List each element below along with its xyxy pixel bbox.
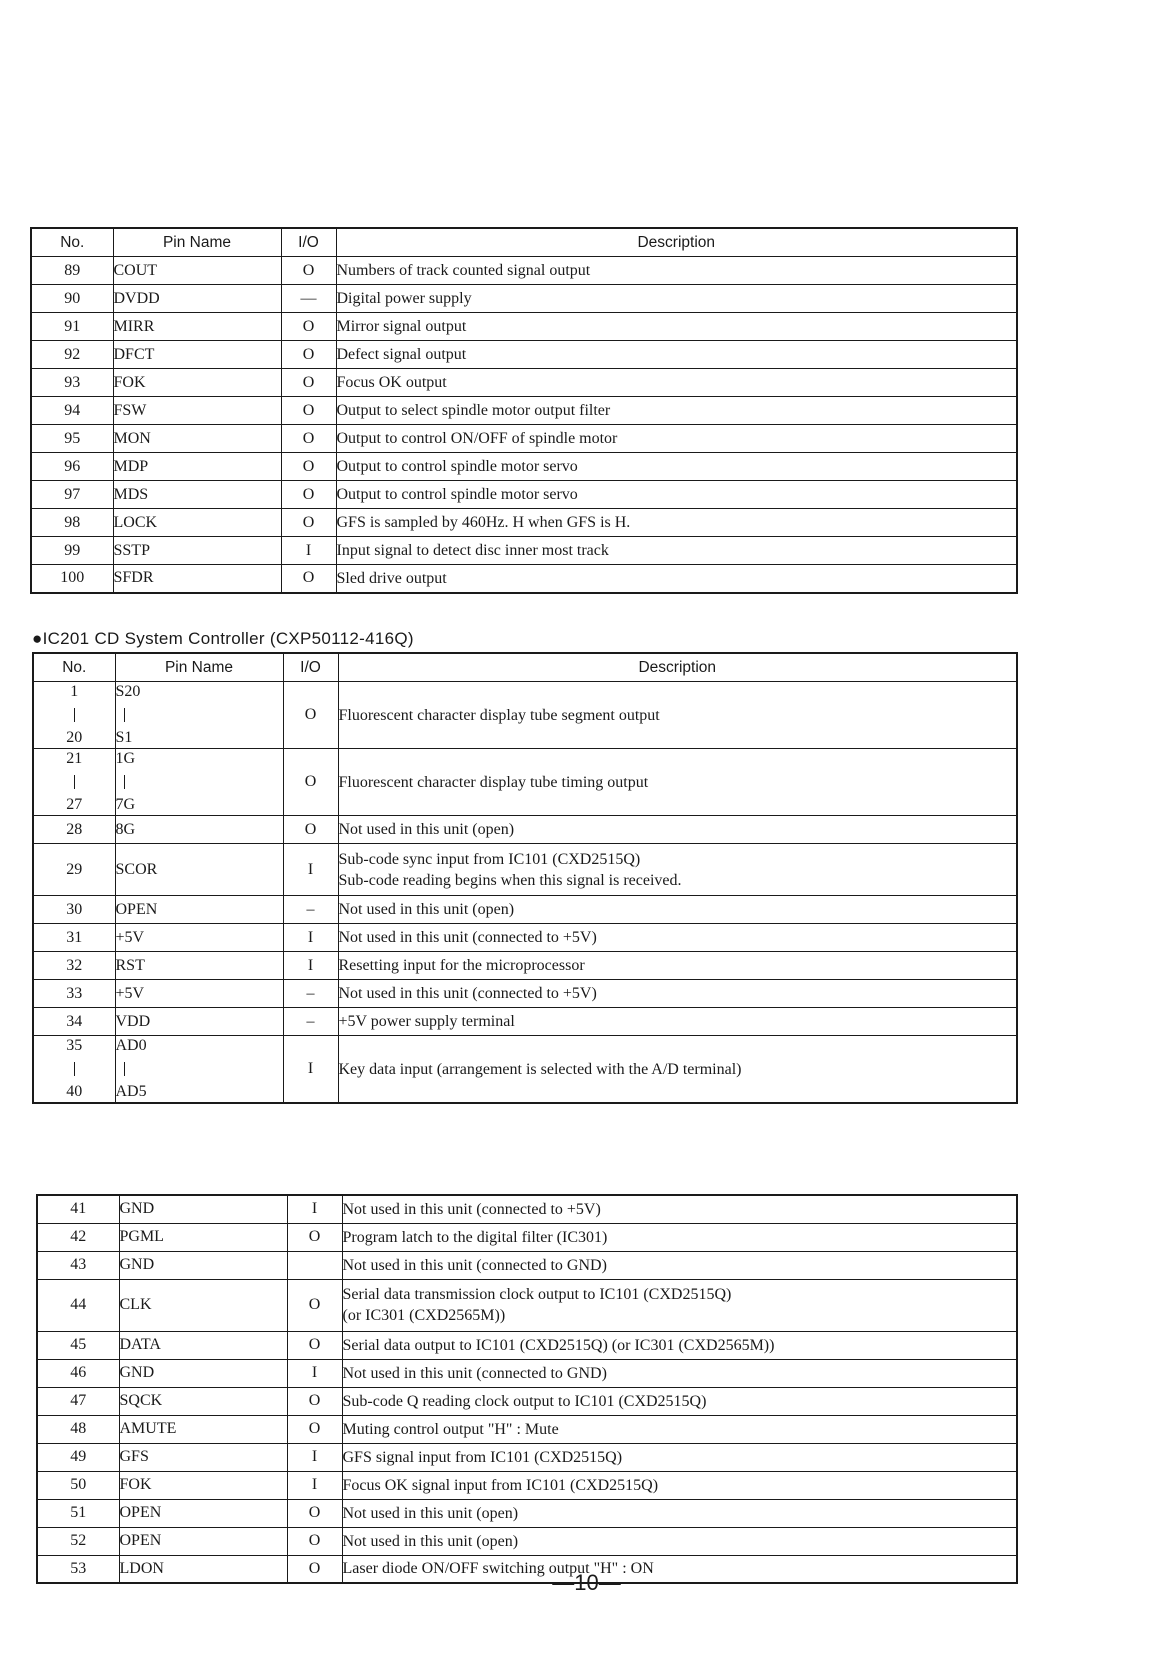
table-row [37, 1195, 1017, 1223]
pin-number: 28 [33, 816, 115, 844]
pin-number: 99 [31, 537, 113, 565]
pin-name-to: AD5 [115, 1083, 147, 1100]
pin-name: FSW [113, 397, 281, 425]
pin-name: OPEN [119, 1499, 287, 1527]
table-row [37, 1471, 1017, 1499]
pin-io: I [283, 844, 338, 896]
page-number: —10— [552, 1570, 621, 1595]
pin-io: O [281, 369, 336, 397]
pin-name: MDS [113, 481, 281, 509]
description-line-1: Serial data transmission clock output to IC101 (CXD2515Q) [342, 1286, 732, 1303]
pin-number-to: 20 [66, 729, 83, 746]
pin-name: GND [119, 1359, 287, 1387]
table-row [37, 1223, 1017, 1251]
table-row [33, 844, 1017, 896]
pin-number: 42 [37, 1223, 119, 1251]
pin-name-from: S20 [115, 683, 141, 700]
pin-description: Sub-code Q reading clock output to IC101 (CXD2515Q) [342, 1387, 1017, 1415]
bullet: ● [32, 629, 43, 648]
pin-io: O [283, 749, 338, 816]
pin-number: 97 [31, 481, 113, 509]
pin-io: O [287, 1415, 342, 1443]
range-bar [74, 1062, 76, 1076]
pin-description: Output to control spindle motor servo [336, 453, 1017, 481]
pin-number: 51 [37, 1499, 119, 1527]
pin-io: O [287, 1527, 342, 1555]
description-line-2: Sub-code reading begins when this signal is received. [338, 871, 682, 889]
pin-description: GFS signal input from IC101 (CXD2515Q) [342, 1443, 1017, 1471]
table-row [31, 453, 1017, 481]
pin-number [33, 1036, 115, 1104]
pin-name: COUT [113, 257, 281, 285]
pin-name: SSTP [113, 537, 281, 565]
pin-name: AMUTE [119, 1415, 287, 1443]
pin-description: Not used in this unit (connected to GND) [342, 1251, 1017, 1279]
pin-name: MDP [113, 453, 281, 481]
pin-io [287, 1251, 342, 1279]
table-row [31, 565, 1017, 593]
pin-description: Not used in this unit (connected to GND) [342, 1359, 1017, 1387]
range-bar [124, 1062, 126, 1076]
pin-name [115, 682, 283, 749]
pin-io: I [287, 1443, 342, 1471]
range-bar [124, 775, 126, 789]
table-row [31, 285, 1017, 313]
pin-io: I [287, 1195, 342, 1223]
table-row [33, 952, 1017, 980]
table-row [33, 1036, 1017, 1104]
pin-number: 89 [31, 257, 113, 285]
pin-name-from: 1G [115, 750, 136, 767]
pin-name: +5V [115, 924, 283, 952]
col-header-description: Description [338, 653, 1017, 682]
col-header-pin-name: Pin Name [115, 653, 283, 682]
table-row [31, 257, 1017, 285]
pin-description: Defect signal output [336, 341, 1017, 369]
pin-name: SFDR [113, 565, 281, 593]
pin-name: CLK [119, 1279, 287, 1331]
table-row [31, 313, 1017, 341]
pin-name: DFCT [113, 341, 281, 369]
table-row [31, 509, 1017, 537]
table-body [33, 682, 1017, 1104]
table-body [37, 1195, 1017, 1583]
table-row [33, 749, 1017, 816]
pin-io: O [281, 565, 336, 593]
pin-name: SQCK [119, 1387, 287, 1415]
pin-number: 96 [31, 453, 113, 481]
pin-number: 49 [37, 1443, 119, 1471]
pin-number: 92 [31, 341, 113, 369]
table-row [33, 816, 1017, 844]
table-row [37, 1359, 1017, 1387]
pin-description: Sled drive output [336, 565, 1017, 593]
pin-description: Resetting input for the microprocessor [338, 952, 1017, 980]
table-row [31, 425, 1017, 453]
pin-number-from: 35 [66, 1037, 83, 1054]
pin-description: Not used in this unit (open) [342, 1527, 1017, 1555]
pin-number: 32 [33, 952, 115, 980]
pin-io: I [287, 1471, 342, 1499]
pin-description: Input signal to detect disc inner most track [336, 537, 1017, 565]
pin-description: Not used in this unit (connected to +5V) [338, 980, 1017, 1008]
pin-name: MIRR [113, 313, 281, 341]
table-row [33, 1008, 1017, 1036]
section-title: IC201 CD System Controller (CXP50112-416Q) [42, 629, 414, 648]
pin-io: O [281, 257, 336, 285]
table-row [37, 1527, 1017, 1555]
pin-io: O [281, 425, 336, 453]
section-heading [32, 629, 414, 649]
pin-number: 90 [31, 285, 113, 313]
pin-description: Not used in this unit (connected to +5V) [342, 1195, 1017, 1223]
pin-name: 8G [115, 816, 283, 844]
pin-io: I [283, 1036, 338, 1104]
pin-number: 52 [37, 1527, 119, 1555]
pin-name: OPEN [115, 896, 283, 924]
range-bar [74, 775, 76, 789]
pin-number: 45 [37, 1331, 119, 1359]
pin-number: 95 [31, 425, 113, 453]
pin-io: O [287, 1331, 342, 1359]
pin-name: GND [119, 1195, 287, 1223]
pin-name: MON [113, 425, 281, 453]
pin-number: 93 [31, 369, 113, 397]
pin-description: Digital power supply [336, 285, 1017, 313]
pin-io: — [281, 285, 336, 313]
range-bar [124, 708, 126, 722]
pin-description: Program latch to the digital filter (IC301) [342, 1223, 1017, 1251]
pin-description: Muting control output "H" : Mute [342, 1415, 1017, 1443]
pin-io: O [281, 397, 336, 425]
table-row [37, 1279, 1017, 1331]
pin-name [115, 749, 283, 816]
pin-description: Fluorescent character display tube segment output [338, 682, 1017, 749]
pin-io: – [283, 1008, 338, 1036]
pin-description: Laser diode ON/OFF switching output "H" : ON [342, 1555, 1017, 1583]
ic201-pin-table-continued [36, 1194, 1018, 1584]
pin-description: Serial data output to IC101 (CXD2515Q) (or IC301 (CXD2565M)) [342, 1331, 1017, 1359]
pin-number: 100 [31, 565, 113, 593]
table-row [37, 1443, 1017, 1471]
pin-description: Numbers of track counted signal output [336, 257, 1017, 285]
pin-description [342, 1279, 1017, 1331]
pin-number: 30 [33, 896, 115, 924]
table-header-row [33, 653, 1017, 682]
pin-io: O [287, 1499, 342, 1527]
pin-number: 41 [37, 1195, 119, 1223]
pin-description: Output to control spindle motor servo [336, 481, 1017, 509]
col-header-pin-name: Pin Name [113, 228, 281, 257]
pin-io: – [283, 980, 338, 1008]
pin-number: 31 [33, 924, 115, 952]
pin-io: O [283, 682, 338, 749]
description-line-2: (or IC301 (CXD2565M)) [342, 1307, 506, 1324]
table-row [33, 682, 1017, 749]
pin-number: 48 [37, 1415, 119, 1443]
pin-description: Output to select spindle motor output filter [336, 397, 1017, 425]
pin-number: 47 [37, 1387, 119, 1415]
pin-description: Output to control ON/OFF of spindle motor [336, 425, 1017, 453]
table-header-row [31, 228, 1017, 257]
pin-number: 53 [37, 1555, 119, 1583]
pin-description: Focus OK output [336, 369, 1017, 397]
pin-io: O [281, 313, 336, 341]
table-row [37, 1251, 1017, 1279]
pin-name: PGML [119, 1223, 287, 1251]
pin-name: DATA [119, 1331, 287, 1359]
pin-description: +5V power supply terminal [338, 1008, 1017, 1036]
pin-name: LDON [119, 1555, 287, 1583]
pin-name: GFS [119, 1443, 287, 1471]
pin-number: 44 [37, 1279, 119, 1331]
pin-io: O [287, 1223, 342, 1251]
pin-name: FOK [119, 1471, 287, 1499]
pin-name: GND [119, 1251, 287, 1279]
pin-io: O [281, 509, 336, 537]
table-row [31, 481, 1017, 509]
pin-io: O [281, 453, 336, 481]
table-row [31, 397, 1017, 425]
table-row [31, 537, 1017, 565]
pin-description: Key data input (arrangement is selected with the A/D terminal) [338, 1036, 1017, 1104]
pin-table-continued [30, 227, 1018, 594]
table-row [37, 1499, 1017, 1527]
pin-io: O [283, 816, 338, 844]
col-header-no: No. [33, 653, 115, 682]
description-line-1: Sub-code sync input from IC101 (CXD2515Q) [338, 850, 641, 868]
pin-name: LOCK [113, 509, 281, 537]
table-body [31, 257, 1017, 593]
pin-name-to: 7G [115, 796, 136, 813]
table-row [37, 1387, 1017, 1415]
pin-io: O [281, 481, 336, 509]
pin-number: 29 [33, 844, 115, 896]
pin-description: Not used in this unit (connected to +5V) [338, 924, 1017, 952]
pin-name: RST [115, 952, 283, 980]
pin-io: O [281, 341, 336, 369]
ic201-pin-table [32, 652, 1018, 1104]
table-row [31, 341, 1017, 369]
pin-io: O [287, 1555, 342, 1583]
pin-description: Mirror signal output [336, 313, 1017, 341]
pin-number: 50 [37, 1471, 119, 1499]
pin-description: Focus OK signal input from IC101 (CXD2515Q) [342, 1471, 1017, 1499]
pin-number-to: 27 [66, 796, 83, 813]
pin-number [33, 682, 115, 749]
pin-io: I [281, 537, 336, 565]
pin-io: O [287, 1279, 342, 1331]
pin-number-from: 1 [70, 683, 79, 700]
pin-number: 33 [33, 980, 115, 1008]
pin-io: – [283, 896, 338, 924]
pin-number: 94 [31, 397, 113, 425]
pin-number [33, 749, 115, 816]
pin-number-to: 40 [66, 1083, 83, 1100]
table-row [37, 1415, 1017, 1443]
pin-io: I [283, 952, 338, 980]
range-bar [74, 708, 76, 722]
table-row [37, 1331, 1017, 1359]
pin-description: Not used in this unit (open) [342, 1499, 1017, 1527]
pin-name: VDD [115, 1008, 283, 1036]
col-header-no: No. [31, 228, 113, 257]
pin-number: 46 [37, 1359, 119, 1387]
table-row [33, 980, 1017, 1008]
pin-number: 98 [31, 509, 113, 537]
table-row [31, 369, 1017, 397]
pin-description [338, 844, 1017, 896]
pin-number: 91 [31, 313, 113, 341]
pin-name: SCOR [115, 844, 283, 896]
table-row [33, 896, 1017, 924]
pin-io: O [287, 1387, 342, 1415]
pin-name: +5V [115, 980, 283, 1008]
pin-description: Fluorescent character display tube timing output [338, 749, 1017, 816]
col-header-io: I/O [281, 228, 336, 257]
pin-name: DVDD [113, 285, 281, 313]
pin-description: Not used in this unit (open) [338, 816, 1017, 844]
pin-name: OPEN [119, 1527, 287, 1555]
pin-number: 34 [33, 1008, 115, 1036]
pin-description: GFS is sampled by 460Hz. H when GFS is H. [336, 509, 1017, 537]
pin-name-to: S1 [115, 729, 133, 746]
pin-number-from: 21 [66, 750, 83, 767]
col-header-description: Description [336, 228, 1017, 257]
pin-name [115, 1036, 283, 1104]
pin-io: I [287, 1359, 342, 1387]
pin-name: FOK [113, 369, 281, 397]
pin-number: 43 [37, 1251, 119, 1279]
table-row [33, 924, 1017, 952]
pin-name-from: AD0 [115, 1037, 147, 1054]
col-header-io: I/O [283, 653, 338, 682]
pin-description: Not used in this unit (open) [338, 896, 1017, 924]
pin-io: I [283, 924, 338, 952]
